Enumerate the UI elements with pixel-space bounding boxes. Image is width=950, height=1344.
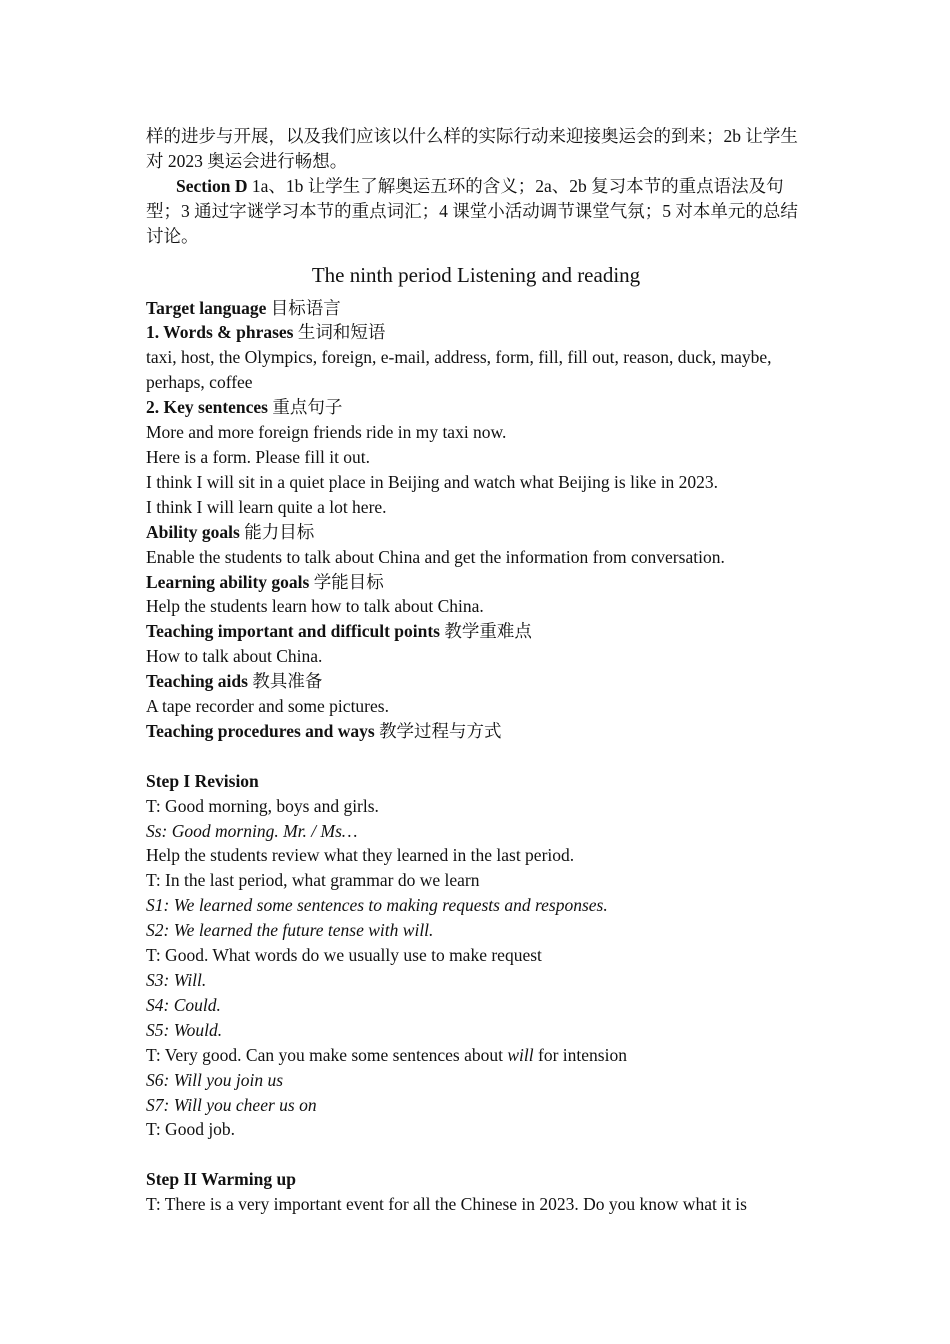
key-sentences-heading: 2. Key sentences 重点句子 <box>146 397 343 418</box>
words-list: taxi, host, the Olympics, foreign, e-mail, address, form, fill, fill out, reason, duck, maybe, perhaps, coffee <box>146 347 772 393</box>
key-sentence: I think I will sit in a quiet place in Beijing and watch what Beijing is like in 2023. <box>146 471 719 492</box>
section-d-paragraph <box>146 174 806 249</box>
section-d-label: Section D <box>176 175 248 196</box>
teaching-aids-heading: Teaching aids 教具准备 <box>146 671 323 692</box>
spacer <box>146 1142 806 1167</box>
dialogue-line: S3: Will. <box>146 969 207 990</box>
dialogue-line: S7: Will you cheer us on <box>146 1094 317 1115</box>
dialogue-line: Ss: Good morning. Mr. / Ms… <box>146 820 358 841</box>
procedures-heading: Teaching procedures and ways 教学过程与方式 <box>146 720 502 741</box>
key-sentence: I think I will learn quite a lot here. <box>146 496 387 517</box>
dialogue-line: T: In the last period, what grammar do we learn <box>146 870 480 891</box>
teaching-aids-text: A tape recorder and some pictures. <box>146 696 389 717</box>
intro-paragraph: 样的进步与开展，以及我们应该以什么样的实际行动来迎接奥运会的到来；2b 让学生对 2023 奥运会进行畅想。 <box>146 126 798 171</box>
learning-goals-text: Help the students learn how to talk about China. <box>146 596 484 617</box>
dialogue-line: T: Good. What words do we usually use to make request <box>146 945 542 966</box>
key-sentence: Here is a form. Please fill it out. <box>146 446 371 467</box>
dialogue-line: S4: Could. <box>146 994 221 1015</box>
dialogue-line: S2: We learned the future tense with will. <box>146 920 434 941</box>
dialogue-line: T: There is a very important event for all the Chinese in 2023. Do you know what it is <box>146 1194 747 1215</box>
step1-heading: Step I Revision <box>146 770 259 791</box>
period-title: The ninth period Listening and reading <box>311 262 641 287</box>
important-points-text: How to talk about China. <box>146 646 323 667</box>
key-sentence: More and more foreign friends ride in my taxi now. <box>146 422 507 443</box>
dialogue-line: S6: Will you join us <box>146 1069 284 1090</box>
words-heading: 1. Words & phrases 生词和短语 <box>146 322 386 343</box>
target-language-heading: Target language 目标语言 <box>146 297 341 318</box>
document-page <box>146 124 806 1217</box>
dialogue-line: T: Good job. <box>146 1119 236 1140</box>
dialogue-line: T: Very good. Can you make some sentences about will for intension <box>146 1044 627 1065</box>
ability-goals-heading: Ability goals 能力目标 <box>146 521 315 542</box>
dialogue-line: S1: We learned some sentences to making requests and responses. <box>146 895 608 916</box>
section-d-text: 1a、1b 让学生了解奥运五环的含义；2a、2b 复习本节的重点语法及句型；3 通过字谜学习本节的重点词汇；4 课堂小活动调节课堂气氛；5 对本单元的总结讨论。 <box>146 175 798 246</box>
important-points-heading: Teaching important and difficult points 教学重难点 <box>146 621 532 642</box>
ability-goals-text: Enable the students to talk about China and get the information from conversation. <box>146 546 725 567</box>
spacer <box>146 744 806 769</box>
dialogue-line: S5: Would. <box>146 1019 223 1040</box>
step2-heading: Step II Warming up <box>146 1169 296 1190</box>
learning-goals-heading: Learning ability goals 学能目标 <box>146 571 384 592</box>
dialogue-line: Help the students review what they learned in the last period. <box>146 845 575 866</box>
dialogue-line: T: Good morning, boys and girls. <box>146 795 379 816</box>
